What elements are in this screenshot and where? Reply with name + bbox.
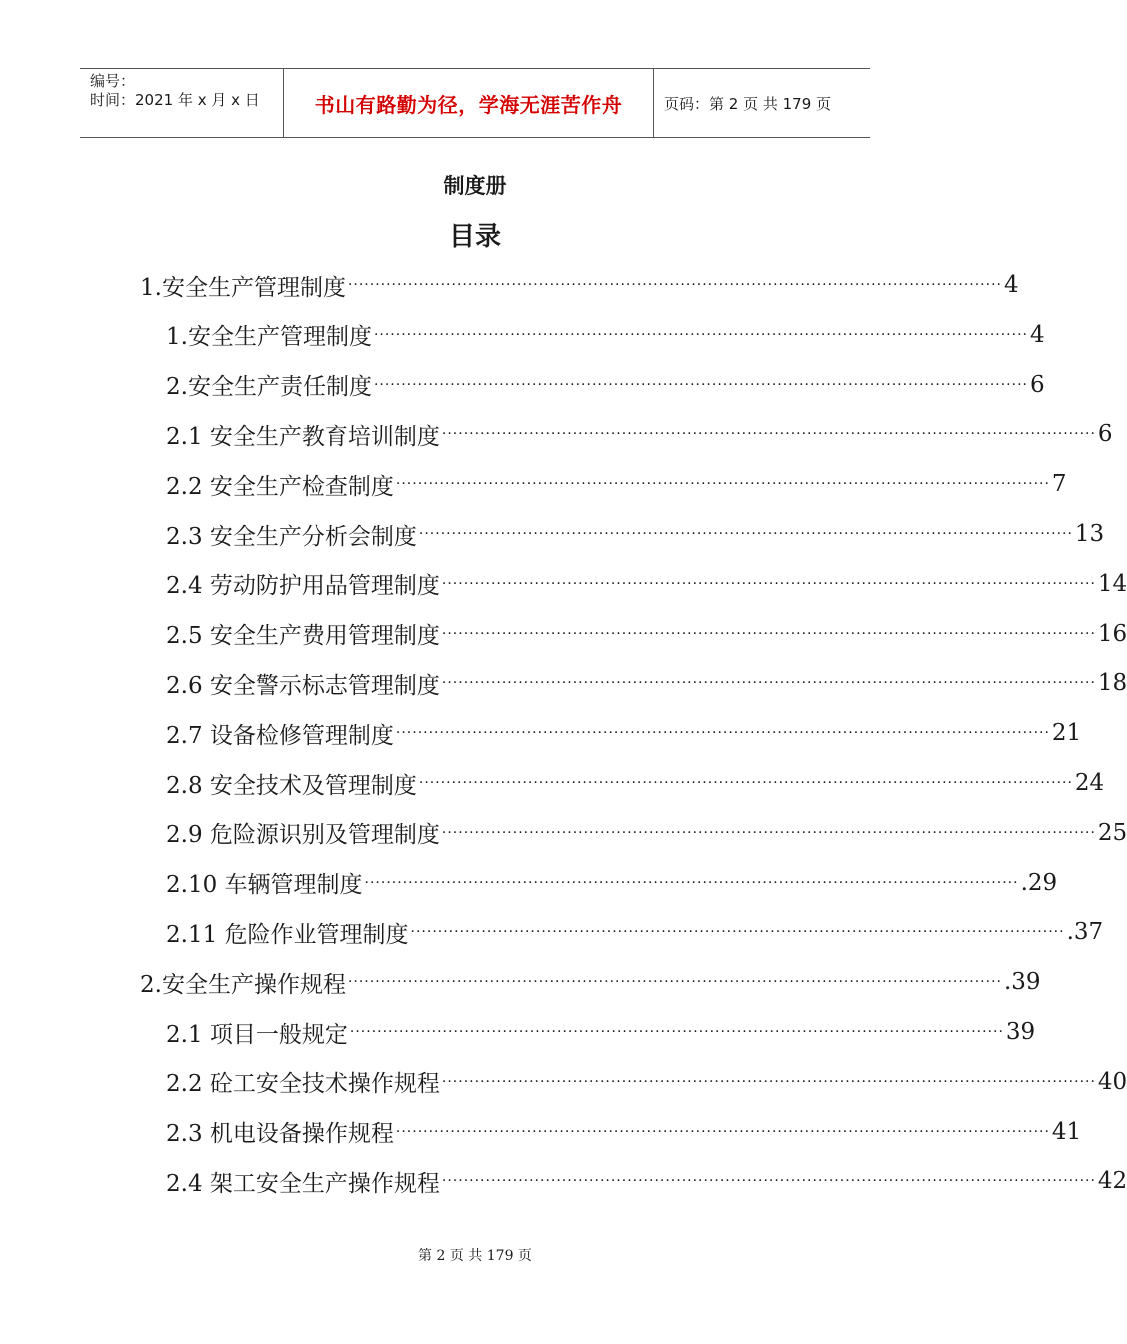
toc-leader-dots: ························································································································ [441, 1173, 1096, 1190]
toc-entry-label: 2.10 车辆管理制度 [166, 872, 363, 899]
toc-entry[interactable] [166, 366, 1045, 404]
toc-entry-label: 1.安全生产管理制度 [140, 274, 346, 301]
toc-leader-dots: ························································································································ [395, 725, 1050, 742]
toc-entry-page: 6 [1029, 371, 1045, 398]
toc-leader-dots: ························································································································ [373, 376, 1028, 393]
toc-entry-label: 2.1 项目一般规定 [166, 1021, 348, 1048]
page-header [80, 68, 870, 138]
toc-entry[interactable] [166, 1162, 1127, 1200]
toc-leader-dots: ························································································································ [410, 924, 1065, 941]
toc-leader-dots: ························································································································ [364, 874, 1019, 891]
toc-leader-dots: ························································································································ [418, 775, 1073, 791]
toc-leader-dots: ························································································································ [441, 625, 1096, 642]
toc-entry[interactable] [166, 714, 1082, 752]
toc-entry-page: 42 [1097, 1168, 1127, 1195]
page-footer: 第 2 页 共 179 页 [418, 1248, 532, 1264]
toc-leader-dots: ························································································································ [418, 526, 1073, 542]
toc-entry-label: 2.安全生产责任制度 [166, 374, 372, 401]
toc-entry[interactable] [166, 664, 1127, 702]
header-middle-cell [284, 69, 654, 137]
toc-entry-page: .39 [1003, 969, 1041, 996]
toc-leader-dots: ························································································································ [395, 1123, 1050, 1140]
toc-entry[interactable] [166, 465, 1067, 503]
toc-leader-dots: ························································································································ [441, 575, 1096, 592]
toc-entry-label: 2.3 安全生产分析会制度 [166, 523, 417, 550]
toc-leader-dots: ························································································································ [441, 675, 1096, 692]
toc-entry-page: 13 [1074, 521, 1105, 547]
toc-entry-page: .29 [1020, 869, 1058, 896]
toc-entry[interactable] [166, 764, 1105, 802]
toc-entry[interactable] [140, 963, 1041, 1001]
toc-entry[interactable] [166, 515, 1105, 553]
document-number-label: 编号： [90, 72, 136, 90]
toc-entry-label: 2.6 安全警示标志管理制度 [166, 672, 440, 699]
toc-entry-label: 2.2 安全生产检查制度 [166, 473, 394, 500]
toc-leader-dots: ························································································································ [441, 426, 1096, 443]
toc-entry[interactable] [166, 814, 1127, 852]
toc-title: 目录 [448, 222, 501, 252]
toc-entry[interactable] [166, 913, 1104, 951]
toc-entry-page: 21 [1051, 720, 1082, 747]
toc-entry-page: 24 [1074, 770, 1105, 796]
toc-entry-label: 2.7 设备检修管理制度 [166, 722, 394, 749]
toc-leader-dots: ························································································································ [347, 974, 1002, 991]
toc-entry-page: 18 [1097, 670, 1127, 697]
header-right-cell [654, 69, 870, 137]
toc-entry-page: 4 [1003, 272, 1019, 298]
toc-entry[interactable] [166, 864, 1058, 902]
toc-entry-page: 7 [1051, 471, 1067, 498]
toc-entry[interactable] [166, 1013, 1036, 1051]
toc-entry-label: 2.3 机电设备操作规程 [166, 1121, 394, 1148]
toc-entry-label: 2.2 砼工安全技术操作规程 [166, 1071, 440, 1098]
toc-entry[interactable] [166, 415, 1113, 453]
toc-entry-label: 2.4 架工安全生产操作规程 [166, 1170, 440, 1197]
toc-entry-page: 39 [1005, 1019, 1036, 1045]
toc-entry-label: 1.安全生产管理制度 [166, 324, 372, 351]
toc-entry[interactable] [166, 1113, 1082, 1151]
toc-leader-dots: ························································································································ [395, 476, 1050, 493]
document-title: 制度册 [443, 174, 507, 198]
toc-leader-dots: ························································································································ [347, 277, 1002, 293]
toc-entry-page: 14 [1097, 570, 1127, 597]
toc-entry-page: 41 [1051, 1118, 1082, 1145]
toc-entry[interactable] [166, 1063, 1127, 1101]
header-motto: 书山有路勤为径，学海无涯苦作舟 [314, 92, 623, 117]
toc-entry-label: 2.4 劳动防护用品管理制度 [166, 573, 440, 600]
toc-leader-dots: ························································································································ [373, 326, 1028, 343]
toc-entry-page: 25 [1097, 819, 1127, 846]
toc-leader-dots: ························································································································ [441, 1073, 1096, 1090]
header-left-cell [80, 69, 284, 137]
document-time-label: 时间：2021 年 x 月 x 日 [90, 91, 260, 109]
toc-entry[interactable] [166, 615, 1127, 653]
toc-entry[interactable] [166, 565, 1127, 603]
toc-entry[interactable] [166, 316, 1045, 354]
toc-entry-label: 2.5 安全生产费用管理制度 [166, 623, 440, 650]
toc-entry[interactable] [140, 266, 1019, 304]
toc-entry-page: 16 [1097, 620, 1127, 647]
toc-entry-page: 6 [1097, 421, 1113, 448]
toc-entry-page: 4 [1029, 321, 1045, 348]
toc-leader-dots: ························································································································ [441, 824, 1096, 841]
toc-entry-page: 40 [1097, 1068, 1127, 1095]
toc-entry-label: 2.11 危险作业管理制度 [166, 921, 409, 948]
toc-entry-label: 2.9 危险源识别及管理制度 [166, 822, 440, 849]
toc-leader-dots: ························································································································ [349, 1024, 1004, 1040]
toc-entry-label: 2.安全生产操作规程 [140, 971, 346, 998]
toc-entry-page: .37 [1066, 919, 1104, 946]
toc-entry-label: 2.8 安全技术及管理制度 [166, 772, 417, 799]
toc-entry-label: 2.1 安全生产教育培训制度 [166, 423, 440, 450]
header-page-info: 页码：第 2 页 共 179 页 [664, 94, 832, 113]
